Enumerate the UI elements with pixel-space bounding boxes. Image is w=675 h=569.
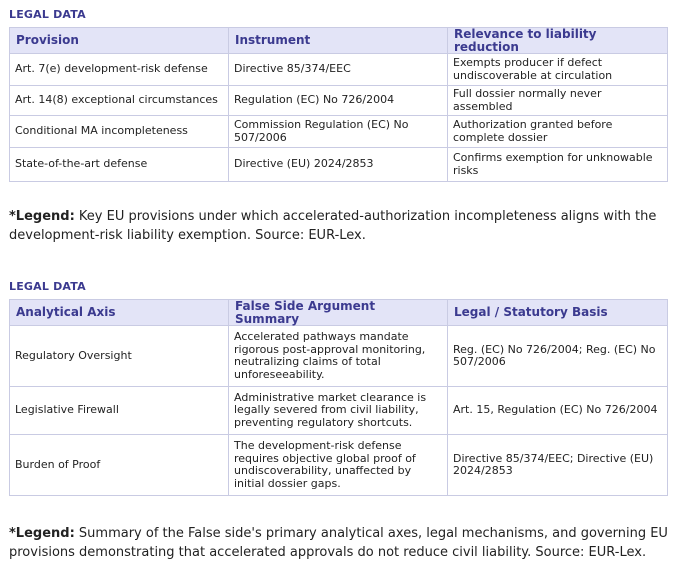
table-row xyxy=(10,86,668,116)
table-cell: Art. 15, Regulation (EC) No 726/2004 xyxy=(448,387,668,435)
table-cell: Conditional MA incompleteness xyxy=(10,116,229,148)
table-cell: Accelerated pathways mandate rigorous post-approval monitoring, neutralizing claims of total unforeseeability. xyxy=(229,326,448,387)
column-header: Legal / Statutory Basis xyxy=(448,300,668,326)
table-row xyxy=(10,387,668,435)
table-cell: Reg. (EC) No 726/2004; Reg. (EC) No 507/2006 xyxy=(448,326,668,387)
table-cell: Legislative Firewall xyxy=(10,387,229,435)
column-header: Relevance to liability reduction xyxy=(448,28,668,54)
table-row xyxy=(10,116,668,148)
table-legend xyxy=(9,207,669,245)
legend-prefix: *Legend: xyxy=(9,209,75,224)
table-row xyxy=(10,326,668,387)
table-header-row xyxy=(10,28,668,54)
table-cell: The development-risk defense requires objective global proof of undiscoverability, unaffected by initial dossier gaps. xyxy=(229,435,448,496)
table-cell: Art. 14(8) exceptional circumstances xyxy=(10,86,229,116)
table-cell: Regulation (EC) No 726/2004 xyxy=(229,86,448,116)
table-cell: Administrative market clearance is legally severed from civil liability, preventing regulatory shortcuts. xyxy=(229,387,448,435)
table-cell: Burden of Proof xyxy=(10,435,229,496)
section-label: LEGAL DATA xyxy=(9,8,86,21)
table-cell: Directive (EU) 2024/2853 xyxy=(229,148,448,182)
column-header: Provision xyxy=(10,28,229,54)
table-row xyxy=(10,54,668,86)
legend-prefix: *Legend: xyxy=(9,526,75,541)
legal-data-section-2 xyxy=(9,279,667,496)
table-cell: Art. 7(e) development-risk defense xyxy=(10,54,229,86)
legend-text: Summary of the False side's primary analytical axes, legal mechanisms, and governing EU provisions demonstrating that accelerated approvals do not reduce civil liability. Source: EUR-Lex. xyxy=(9,526,668,560)
table-legend xyxy=(9,524,669,562)
column-header: Analytical Axis xyxy=(10,300,229,326)
table-header-row xyxy=(10,300,668,326)
table-cell: Directive 85/374/EEC; Directive (EU) 2024/2853 xyxy=(448,435,668,496)
table-cell: Exempts producer if defect undiscoverable at circulation xyxy=(448,54,668,86)
table-cell: Directive 85/374/EEC xyxy=(229,54,448,86)
provisions-table xyxy=(9,27,668,182)
table-cell: Regulatory Oversight xyxy=(10,326,229,387)
table-cell: Authorization granted before complete dossier xyxy=(448,116,668,148)
section-label: LEGAL DATA xyxy=(9,280,86,293)
analytical-axes-table xyxy=(9,299,668,496)
table-cell: Full dossier normally never assembled xyxy=(448,86,668,116)
table-cell: Confirms exemption for unknowable risks xyxy=(448,148,668,182)
table-row xyxy=(10,435,668,496)
legend-text: Key EU provisions under which accelerated-authorization incompleteness aligns with the development-risk liability exemption. Source: EUR-Lex. xyxy=(9,209,657,243)
column-header: False Side Argument Summary xyxy=(229,300,448,326)
column-header: Instrument xyxy=(229,28,448,54)
table-row xyxy=(10,148,668,182)
table-cell: State-of-the-art defense xyxy=(10,148,229,182)
table-cell: Commission Regulation (EC) No 507/2006 xyxy=(229,116,448,148)
legal-data-section-1 xyxy=(9,7,667,182)
